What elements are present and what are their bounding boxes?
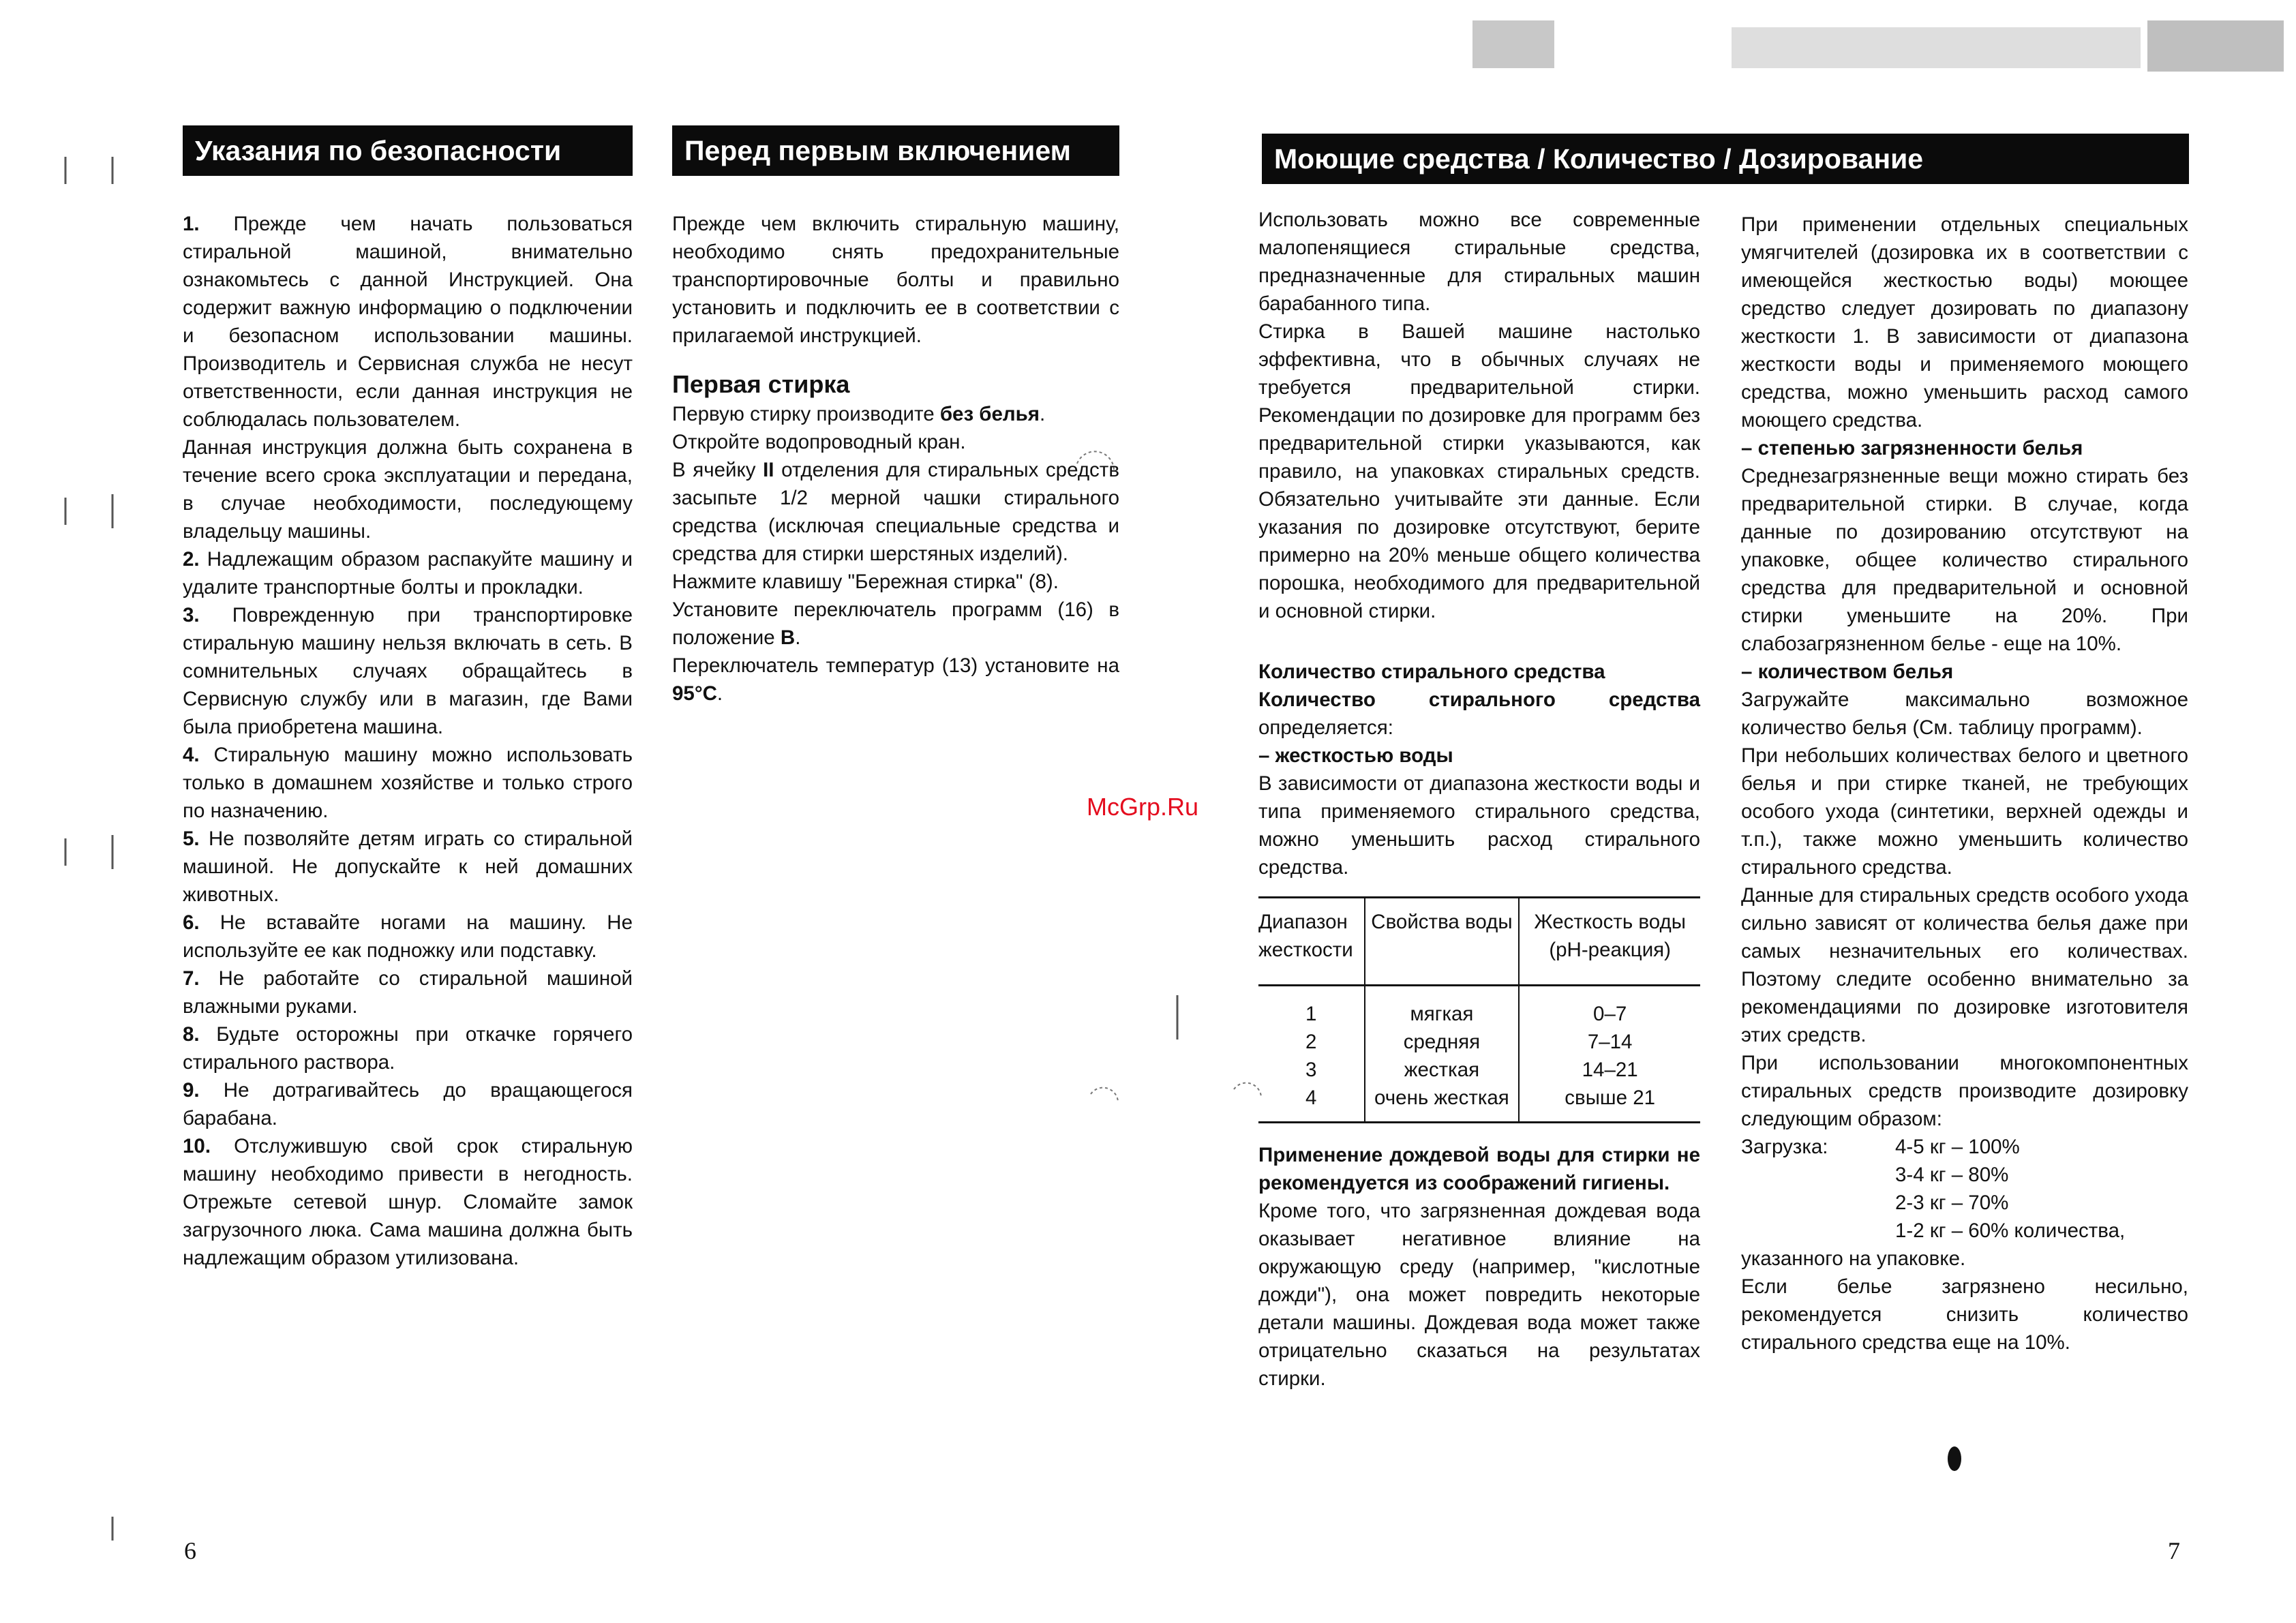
table-row bbox=[1258, 1056, 1700, 1084]
table-cell: свыше 21 bbox=[1519, 1084, 1700, 1123]
table-cell: мягкая bbox=[1365, 986, 1520, 1029]
first-wash-title: Первая стирка bbox=[672, 370, 850, 398]
load-row bbox=[1741, 1133, 2188, 1161]
first-start-title: Перед первым включением bbox=[672, 125, 1119, 176]
amount-text-2: При небольших количествах белого и цветного белья и при стирке тканей, не требующих особого ухода (синтетики, верхней одежды и т.п.), также можно уменьшить количество стирального средства. bbox=[1741, 744, 2188, 879]
safety-item-text: Не дотрагивайтесь до вращающегося барабана. bbox=[183, 1079, 633, 1129]
watermark: McGrp.Ru bbox=[1087, 793, 1199, 821]
table-cell: 14–21 bbox=[1519, 1056, 1700, 1084]
safety-item-num: 8. bbox=[183, 1023, 200, 1046]
table-cell: 2 bbox=[1305, 1031, 1317, 1053]
load-tail: указанного на упаковке. bbox=[1741, 1247, 1966, 1270]
table-cell: средняя bbox=[1365, 1028, 1520, 1056]
light-soil-text: Если белье загрязнено несильно, рекомендуется снизить количество стирального средства еще на 10%. bbox=[1741, 1275, 2188, 1354]
safety-item-text: Стиральную машину можно использовать только в домашнем хозяйстве и только строго по назначению. bbox=[183, 744, 633, 822]
soiling-text: Среднезагрязненные вещи можно стирать без предварительной стирки. В случае, когда данные по дозированию отсутствуют на упаковке, общее количество стирального средства для предварительной и основной стирки уменьшите на 20%. При слабозагрязненном белье - еще на 10%. bbox=[1741, 465, 2188, 655]
page-number-left: 6 bbox=[184, 1537, 196, 1564]
hardness-table bbox=[1258, 896, 1700, 1123]
load-row bbox=[1741, 1189, 2188, 1217]
safety-item-num: 3. bbox=[183, 604, 200, 626]
first-wash-line4: Нажмите клавишу "Бережная стирка" (8). bbox=[672, 571, 1059, 593]
safety-item-10 bbox=[183, 1132, 633, 1272]
table-header: Жесткость воды (pH-реакция) bbox=[1519, 898, 1700, 986]
first-wash-line1 bbox=[672, 400, 1119, 428]
load-value: 2-3 кг – 70% bbox=[1895, 1192, 2009, 1214]
safety-item-9 bbox=[183, 1076, 633, 1132]
rain-water-warning: Применение дождевой воды для стирки не рекомендуется из соображений гигиены. bbox=[1258, 1144, 1700, 1194]
detergents-col-right bbox=[1741, 211, 2188, 1356]
soiling-title: – степенью загрязненности белья bbox=[1741, 437, 2083, 459]
text: В ячейку bbox=[672, 459, 764, 481]
multi-component-text: При использовании многокомпонентных стиральных средств производите дозировку следующим образом: bbox=[1741, 1052, 2188, 1130]
first-wash-line5 bbox=[672, 596, 1119, 652]
table-cell: жесткая bbox=[1365, 1056, 1520, 1084]
detergents-col-left bbox=[1258, 206, 1700, 1393]
hardness-title: – жесткостью воды bbox=[1258, 744, 1453, 767]
first-wash-line6 bbox=[672, 652, 1119, 708]
special-detergents-text: Данные для стиральных средств особого ухода сильно зависят от количества белья даже при самых незначительных его количествах. Поэтому следите особенно внимательно за рекомендациями по дозировке изготовителя этих средств. bbox=[1741, 884, 2188, 1046]
safety-item-4 bbox=[183, 741, 633, 825]
safety-item-text: Не работайте со стиральной машиной влажными руками. bbox=[183, 967, 633, 1018]
safety-item-num: 1. bbox=[183, 213, 200, 235]
safety-item-num: 2. bbox=[183, 548, 200, 571]
detergents-intro: Использовать можно все современные малопенящиеся стиральные средства, предназначенные для стиральных машин барабанного типа. bbox=[1258, 209, 1700, 315]
amount-title: – количеством белья bbox=[1741, 661, 1954, 683]
table-cell: 0–7 bbox=[1519, 986, 1700, 1029]
table-header-row bbox=[1258, 898, 1700, 986]
first-wash-line2: Откройте водопроводный кран. bbox=[672, 431, 966, 453]
safety-item-5 bbox=[183, 825, 633, 909]
safety-item-text: Не вставайте ногами на машину. Не используйте ее как подножку или подставку. bbox=[183, 911, 633, 962]
load-value: 3-4 кг – 80% bbox=[1895, 1164, 2009, 1186]
safety-title: Указания по безопасности bbox=[183, 125, 633, 176]
text-bold: без белья bbox=[939, 403, 1040, 425]
load-label: Загрузка: bbox=[1741, 1136, 1828, 1158]
table-cell: 7–14 bbox=[1519, 1028, 1700, 1056]
safety-item-3 bbox=[183, 601, 633, 741]
safety-item-1b bbox=[183, 434, 633, 545]
safety-item-num: 9. bbox=[183, 1079, 200, 1102]
text-bold: II bbox=[763, 459, 774, 481]
table-cell: 3 bbox=[1305, 1059, 1317, 1081]
table-cell: 1 bbox=[1305, 1003, 1317, 1025]
detergents-title: Моющие средства / Количество / Дозирование bbox=[1262, 134, 2189, 184]
table-cell: 4 bbox=[1305, 1087, 1317, 1109]
text: Переключатель температур (13) установите на bbox=[672, 654, 1119, 677]
amount-text-1: Загружайте максимально возможное количество белья (См. таблицу программ). bbox=[1741, 688, 2188, 739]
safety-item-text: Данная инструкция должна быть сохранена в течение всего срока эксплуатации и передана, в случае необходимости, последующему владельцу машины. bbox=[183, 436, 633, 543]
safety-item-text: Поврежденную при транспортировке стиральную машину нельзя включать в сеть. В сомнительных случаях обращайтесь в Сервисную службу или в магазин, где Вами была приобретена машина. bbox=[183, 604, 633, 738]
detergents-prewash: Стирка в Вашей машине настолько эффективна, что в обычных случаях не требуется предварительной стирки. Рекомендации по дозировке для программ без предварительной стирки указываются, как правило, на упаковках стиральных средств. Обязательно учитывайте эти данные. Если указания по дозировке отсутствуют, берите примерно на 20% меньше общего количества порошка, необходимого для предварительной и основной стирки. bbox=[1258, 320, 1700, 622]
safety-section bbox=[183, 125, 633, 1272]
text: определяется: bbox=[1258, 716, 1393, 739]
page-number-right: 7 bbox=[2168, 1537, 2180, 1564]
load-row bbox=[1741, 1161, 2188, 1189]
table-header: Диапазон жесткости bbox=[1258, 911, 1353, 961]
load-value: 4-5 кг – 100% bbox=[1895, 1136, 2020, 1158]
safety-item-num: 10. bbox=[183, 1135, 211, 1157]
text: отделения для стиральных средств засыпьте 1/2 мерной чашки стирального средства (исключая специальные средства и средства для стирки шерстяных изделий). bbox=[672, 459, 1119, 565]
text-bold: Количество стирального средства bbox=[1258, 688, 1700, 711]
softeners-text: При применении отдельных специальных умягчителей (дозировка их в соответствии с имеющейся жесткостью воды) моющее средство следует дозировать по диапазону жесткости 1. В зависимости от диапазона жесткости воды и применяемого моющего средства, можно уменьшить расход самого моющего средства. bbox=[1741, 213, 2188, 431]
safety-item-text: Отслужившую свой срок стиральную машину необходимо привести в негодность. Отрежьте сетевой шнур. Сломайте замок загрузочного люка. Сама машина должна быть надлежащим образом утилизована. bbox=[183, 1135, 633, 1269]
safety-item-num: 4. bbox=[183, 744, 200, 766]
hardness-text: В зависимости от диапазона жесткости воды и типа применяемого стирального средства, можно уменьшить расход стирального средства. bbox=[1258, 772, 1700, 879]
safety-item-text: Надлежащим образом распакуйте машину и удалите транспортные болты и прокладки. bbox=[183, 548, 633, 598]
text-bold: 95°C bbox=[672, 682, 717, 705]
text: Установите переключатель программ (16) в положение bbox=[672, 598, 1119, 649]
load-row bbox=[1741, 1217, 2188, 1245]
first-start-intro: Прежде чем включить стиральную машину, необходимо снять предохранительные транспортировочные болты и правильно установить и подключить ее в соответствии с прилагаемой инструкцией. bbox=[672, 213, 1119, 347]
quantity-title: Количество стирального средства bbox=[1258, 661, 1605, 683]
first-wash-line3 bbox=[672, 456, 1119, 568]
text: . bbox=[795, 626, 801, 649]
safety-item-2 bbox=[183, 545, 633, 601]
safety-item-1 bbox=[183, 210, 633, 434]
safety-item-text: Не позволяйте детям играть со стиральной машиной. Не допускайте к ней домашних животных. bbox=[183, 828, 633, 906]
safety-item-8 bbox=[183, 1020, 633, 1076]
rain-water-text: Кроме того, что загрязненная дождевая вода оказывает негативное влияние на окружающую среду (например, "кислотные дожди"), она может повредить некоторые детали машины. Дождевая вода может также отрицательно сказаться на результатах стирки. bbox=[1258, 1200, 1700, 1390]
text: . bbox=[1040, 403, 1046, 425]
quantity-definition bbox=[1258, 686, 1700, 742]
table-row bbox=[1258, 986, 1700, 1029]
load-value: 1-2 кг – 60% количества, bbox=[1895, 1219, 2126, 1242]
safety-item-text: Прежде чем начать пользоваться стиральной машиной, внимательно ознакомьтесь с данной Инструкцией. Она содержит важную информацию о подключении и безопасном использовании машины. Производитель и Сервисная служба не несут ответственности, если данная инструкция не соблюдалась пользователем. bbox=[183, 213, 633, 431]
safety-item-6 bbox=[183, 909, 633, 965]
safety-item-num: 5. bbox=[183, 828, 200, 850]
safety-item-text: Будьте осторожны при откачке горячего стирального раствора. bbox=[183, 1023, 633, 1074]
text-bold: B bbox=[780, 626, 796, 649]
table-cell: очень жесткая bbox=[1365, 1084, 1520, 1123]
safety-item-num: 7. bbox=[183, 967, 200, 990]
text: Первую стирку производите bbox=[672, 403, 940, 425]
text: . bbox=[716, 682, 723, 705]
table-row bbox=[1258, 1084, 1700, 1123]
first-start-section bbox=[672, 125, 1119, 708]
table-row bbox=[1258, 1028, 1700, 1056]
safety-item-7 bbox=[183, 965, 633, 1020]
detergents-header-wrap bbox=[1262, 134, 2189, 184]
safety-item-num: 6. bbox=[183, 911, 200, 934]
table-header: Свойства воды bbox=[1365, 898, 1520, 986]
